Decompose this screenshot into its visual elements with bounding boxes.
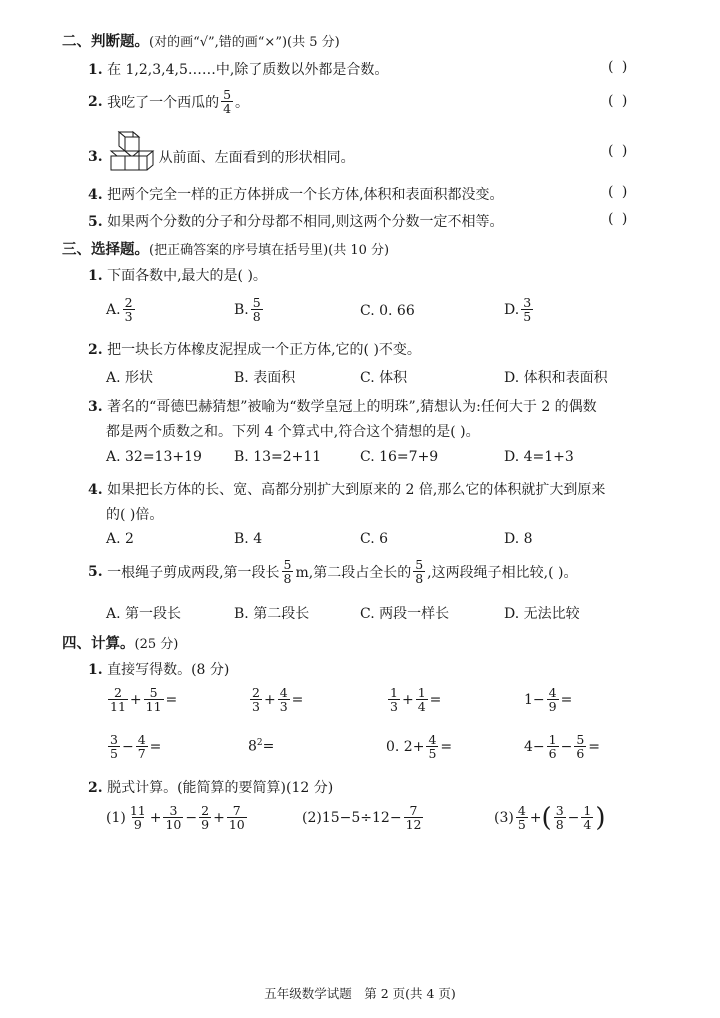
operator: − [567,809,580,826]
cube-stack-figure [105,130,157,172]
operator: − [560,738,573,755]
operator: + [149,809,162,826]
answer-paren-2[interactable]: ( ) [608,93,630,109]
expr-2 [248,686,303,713]
option-b[interactable]: B. 第二段长 [234,606,310,622]
question-text: 。 [235,94,250,111]
numerator: 2 [124,295,133,310]
question-number: 2. [88,780,103,796]
fraction [108,733,120,760]
numerator: 2 [113,685,122,700]
operator: − [185,809,198,826]
option-a[interactable] [106,296,137,323]
denominator: 10 [228,817,245,833]
option-d[interactable] [504,296,535,323]
option-c[interactable]: C. 6 [360,531,389,547]
numerator: 4 [137,732,146,747]
numerator: 2 [252,685,260,700]
question-text: 脱式计算。(能简算的要简算)(12 分) [107,780,334,796]
option-d[interactable]: D. 8 [504,531,533,547]
question-number: 3. [88,149,103,165]
option-d[interactable]: D. 4=1+3 [504,449,574,465]
right-paren: ) [595,802,606,833]
fraction [416,686,428,713]
option-b[interactable]: B. 表面积 [234,370,296,386]
judge-question-2 [88,88,249,115]
expr-4 [524,686,572,713]
option-d[interactable]: D. 体积和表面积 [504,370,608,386]
denominator: 10 [165,817,182,833]
denominator: 8 [415,571,424,587]
fraction [144,686,164,713]
question-text: m,第二段占全长的 [295,564,412,581]
fraction [554,804,566,831]
section-title: 三、选择题。 [62,241,149,258]
option-b[interactable]: B. 4 [234,531,263,547]
equals-sign: = [588,738,601,755]
numerator: 5 [149,685,158,700]
problem-label: (2) [302,809,322,826]
denominator: 5 [110,746,118,762]
question-text: 著名的“哥德巴赫猜想”被喻为“数学皇冠上的明珠”,猜想认为:任何大于 2 的偶数 [107,399,597,415]
question-text: 一根绳子剪成两段,第一段长 [107,564,280,581]
judge-question-3 [88,130,355,172]
denominator: 6 [548,746,557,762]
numerator: 5 [252,295,261,310]
question-text: 下面各数中,最大的是( )。 [107,268,267,284]
denominator: 3 [124,309,133,325]
question-text: 直接写得数。(8 分) [107,662,230,678]
denominator: 3 [390,699,398,715]
fraction [413,558,425,585]
denominator: 11 [110,699,126,715]
question-number: 1. [88,662,103,678]
question-number: 4. [88,482,103,498]
expr-7 [386,733,452,760]
calc-question-1 [88,659,229,679]
calc-problem-1 [106,804,249,831]
denominator: 3 [252,699,260,715]
operator: − [532,738,545,755]
numerator: 5 [283,557,292,572]
section-4-heading [62,632,178,653]
denominator: 9 [201,817,210,833]
question-text: 把一块长方体橡皮泥捏成一个正方体,它的( )不变。 [107,342,421,358]
denominator: 8 [252,309,261,325]
whole-number: 4 [524,738,533,755]
option-a[interactable]: A. 32=13+19 [106,449,202,465]
numerator: 7 [232,803,241,818]
numerator: 3 [110,732,118,747]
fraction [199,804,211,831]
denominator: 4 [583,817,592,833]
operator: + [263,691,276,708]
operator: + [529,809,542,826]
numerator: 4 [548,685,557,700]
denominator: 5 [428,746,437,762]
expr-1 [106,686,177,713]
option-c[interactable]: C. 0. 66 [360,303,415,319]
equals-sign: = [560,691,573,708]
fraction [278,686,290,713]
denominator: 9 [133,817,142,833]
numerator: 4 [517,803,526,818]
numerator: 3 [523,295,532,310]
choice-question-3 [88,396,597,416]
equals-sign: = [149,738,162,755]
option-label: A. [106,301,121,318]
base: 8 [248,738,257,755]
denominator: 11 [145,699,162,715]
denominator: 8 [283,571,292,587]
question-text: 如果两个分数的分子和分母都不相同,则这两个分数一定不相等。 [107,214,504,230]
problem-label: (1) [106,809,126,826]
operator: + [129,691,142,708]
operator: − [532,691,545,708]
fraction [521,296,533,323]
option-label: D. [504,301,520,318]
calc-problem-3 [494,804,605,831]
expr-5 [106,733,161,760]
page-footer: 五年级数学试题 第 2 页(共 4 页) [264,986,456,1001]
fraction [426,733,438,760]
numerator: 1 [390,685,398,700]
numerator: 4 [428,732,437,747]
exponent: 2 [256,738,263,748]
operator: + [412,738,425,755]
numerator: 7 [409,803,418,818]
denominator: 5 [523,309,532,325]
denominator: 7 [137,746,146,762]
option-b[interactable]: B. 13=2+11 [234,449,322,465]
fraction [547,686,559,713]
left-paren: ( [541,802,552,833]
question-number: 5. [88,563,103,580]
fraction [404,804,424,831]
judge-question-5 [88,211,504,231]
fraction [581,804,593,831]
section-title: 四、计算。 [62,635,135,652]
option-a[interactable]: A. 形状 [106,370,154,386]
numerator: 5 [415,557,424,572]
fraction [250,686,262,713]
option-a[interactable]: A. 2 [106,531,134,547]
question-text: 把两个完全一样的正方体拼成一个长方体,体积和表面积都没变。 [107,187,504,203]
denominator: 8 [555,817,564,833]
calc-question-2 [88,777,333,797]
section-2-heading [62,30,340,51]
question-text: ,这两段绳子相比较,( )。 [427,564,578,581]
expr-8 [524,733,600,760]
judge-question-1 [88,59,388,79]
question-text-line2: 的( )倍。 [106,507,164,523]
equals-sign: = [440,738,453,755]
equals-sign: = [429,691,442,708]
fraction [128,804,148,831]
fraction [282,558,294,585]
option-c[interactable]: C. 体积 [360,370,408,386]
denominator: 12 [405,817,422,833]
calc-problem-2 [302,804,425,831]
question-text: 如果把长方体的长、宽、高都分别扩大到原来的 2 倍,那么它的体积就扩大到原来 [107,482,606,498]
section-3-heading [62,238,389,259]
fraction [227,804,247,831]
question-number: 1. [88,268,103,284]
section-note: (把正确答案的序号填在括号里)(共 10 分) [149,243,390,258]
fraction [136,733,148,760]
numerator: 3 [169,803,178,818]
question-number: 4. [88,187,103,203]
answer-paren-5[interactable]: ( ) [608,211,630,227]
expr-6 [248,738,274,755]
expr-3 [386,686,441,713]
question-number: 1. [88,62,103,78]
numerator: 4 [279,685,288,700]
answer-paren-3[interactable]: ( ) [608,143,630,159]
option-a[interactable]: A. 第一段长 [106,606,182,622]
question-text: 我吃了一个西瓜的 [107,94,220,111]
denominator: 6 [576,746,585,762]
section-note: (25 分) [134,637,179,652]
question-text-line2: 都是两个质数之和。下列 4 个算式中,符合这个猜想的是( )。 [106,424,480,440]
choice-question-1 [88,265,267,285]
question-number: 2. [88,93,103,110]
fraction [108,686,128,713]
equals-sign: = [291,691,304,708]
choice-question-5 [88,558,577,585]
judge-question-4 [88,184,504,204]
denominator: 4 [417,699,426,715]
question-text: 从前面、左面看到的形状相同。 [158,150,355,166]
question-number: 2. [88,342,103,358]
decimal: 0. 2 [386,738,413,755]
option-d[interactable]: D. 无法比较 [504,606,580,622]
denominator: 9 [548,699,557,715]
numerator: 1 [417,685,426,700]
numerator: 3 [555,803,564,818]
denominator: 5 [517,817,526,833]
answer-paren-4[interactable]: ( ) [608,184,630,200]
numerator: 2 [201,803,210,818]
question-number: 3. [88,399,103,415]
equals-sign: = [165,691,178,708]
question-text: 在 1,2,3,4,5……中,除了质数以外都是合数。 [107,62,389,78]
numerator: 5 [223,87,232,102]
operator: − [121,738,134,755]
option-b[interactable] [234,296,265,323]
numerator: 1 [548,732,557,747]
numerator: 11 [129,803,146,818]
question-number: 5. [88,214,103,230]
operator: + [401,691,414,708]
section-title: 二、判断题。 [62,33,149,50]
section-note: (对的画“√”,错的画“×”)(共 5 分) [149,35,340,50]
fraction [388,686,400,713]
fraction [251,296,263,323]
fraction [221,88,233,115]
denominator: 4 [223,101,232,117]
choice-question-2 [88,339,421,359]
option-c[interactable]: C. 16=7+9 [360,449,439,465]
numerator: 5 [576,732,585,747]
option-c[interactable]: C. 两段一样长 [360,606,450,622]
fraction [574,733,586,760]
problem-label: (3) [494,809,514,826]
numerator: 1 [583,803,592,818]
option-label: B. [234,301,249,318]
choice-question-4 [88,479,605,499]
answer-paren-1[interactable]: ( ) [608,59,630,75]
fraction [123,296,135,323]
expression-text: 15−5÷12− [321,809,402,826]
fraction [547,733,559,760]
fraction [516,804,528,831]
operator: + [213,809,225,826]
equals-sign: = [262,738,275,755]
whole-number: 1 [524,691,533,708]
fraction [163,804,183,831]
denominator: 3 [279,699,288,715]
